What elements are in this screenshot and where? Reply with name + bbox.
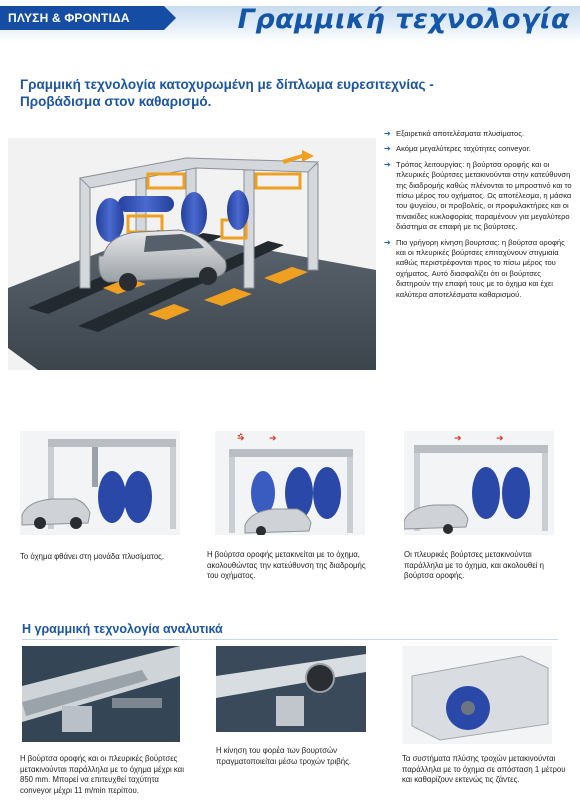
detail-1-image — [22, 646, 180, 742]
roof-brush-moving-image — [215, 431, 365, 535]
car-arriving-image — [20, 431, 180, 535]
bullet-text: Τρόπος λειτουργίας: η βούρτσα οροφής και οι πλευρικές βούρτσες μετακινούνται στην κατεύθυνση της διαδρομής καθώς πλένονται το μπροστινό και το πίσω μέρος του οχήματος. Ως αποτέλεσμα, η μάσκα του ψυγείου, οι προβολείς, οι προφυλακτήρες και οι πινακίδες κυκλοφορίας παραμένουν για μεγαλύτερο διάστημα σε επαφή με τις βούρτσες. — [396, 159, 572, 232]
friction-wheels-photo — [216, 646, 366, 732]
section-tab: ΠΛΥΣΗ & ΦΡΟΝΤΙΔΑ — [0, 6, 164, 30]
bullet-text: Ακόμα μεγαλύτερες ταχύτητες conveyor. — [396, 144, 531, 154]
details-heading: Η γραμμική τεχνολογία αναλυτικά — [22, 622, 223, 636]
arrow-right-icon: ➔ — [384, 129, 391, 138]
step-2-caption: Η βούρτσα οροφής μετακινείται με το όχημα, ακολουθώντας την κατεύθυνση της διαδρομής του οχήματος. — [207, 550, 366, 580]
detail-1-caption: Η βούρτσα οροφής και οι πλευρικές βούρτσες μετακινούνται παράλληλα με το όχημα μέχρι και 850 mm. Μπορεί να επιτευχθεί ταχύτητα conveyor μέχρι 11 m/min περίπου. — [20, 754, 184, 795]
divider — [22, 639, 558, 640]
brush-carriage-photo — [22, 646, 180, 742]
detail-3-caption: Τα συστήματα πλύσης τροχών μετακινούνται παράλληλα με το όχημα σε απόσταση 1 μέτρου και καθαρίζουν εκτενώς τις ζάντες. — [402, 754, 566, 784]
detail-3-image — [402, 646, 552, 744]
hero-car-wash-illustration — [8, 138, 376, 370]
feature-list — [384, 129, 574, 305]
step-3-caption: Οι πλευρικές βούρτσες μετακινούνται παράλληλα με το όχημα, και ακολουθεί η βούρτσα οροφής. — [404, 550, 544, 580]
step-2-image — [215, 431, 365, 535]
step-1-image — [20, 431, 180, 535]
svg-text:➜: ➜ — [237, 434, 245, 444]
list-item — [384, 144, 574, 154]
list-item — [384, 129, 574, 139]
arrow-right-icon: ➔ — [384, 237, 391, 247]
svg-text:➜: ➜ — [269, 434, 277, 444]
subheading: Γραμμική τεχνολογία κατοχυρωμένη με δίπλωμα ευρεσιτεχνίας - Προβάδισμα στον καθαρισμό. — [20, 77, 434, 109]
arrow-right-icon: ➔ — [384, 144, 391, 154]
arrow-right-icon: ➔ — [384, 159, 391, 169]
svg-text:➜: ➜ — [454, 434, 462, 444]
side-brushes-moving-image — [404, 431, 554, 535]
car-wash-gantry-image — [8, 138, 376, 370]
detail-2-caption: Η κίνηση του φορέα των βουρτσών πραγματοποιείται μέσω τροχών τριβής. — [216, 746, 352, 766]
page-header — [0, 0, 580, 48]
bullet-text: Εξαιρετικά αποτελέσματα πλυσίματος. — [396, 129, 525, 138]
page-title: Γραμμική τεχνολογία — [237, 4, 570, 35]
bullet-text: Πιο γρήγορη κίνηση βουρτσας: η βούρτσα οροφής και οι πλευρικές βούρτσες επιταχύνουν στιγμιαία καθώς περιστρέφονται προς το πίσω μέρος του οχήματος. Αυτό διασφαλίζει ότι οι βούρτσες διατηρούν την επαφή τους με το όχημα και έχει καλύτερα αποτελέσματα καθαρισμού. — [396, 237, 565, 299]
step-1-caption: Το όχημα φθάνει στη μονάδα πλυσίματος. — [20, 552, 165, 561]
wheel-wash-unit-image — [402, 646, 552, 744]
svg-text:➜: ➜ — [496, 434, 504, 444]
detail-2-image — [216, 646, 366, 732]
list-item — [384, 238, 574, 300]
list-item — [384, 160, 574, 233]
step-3-image — [404, 431, 554, 535]
